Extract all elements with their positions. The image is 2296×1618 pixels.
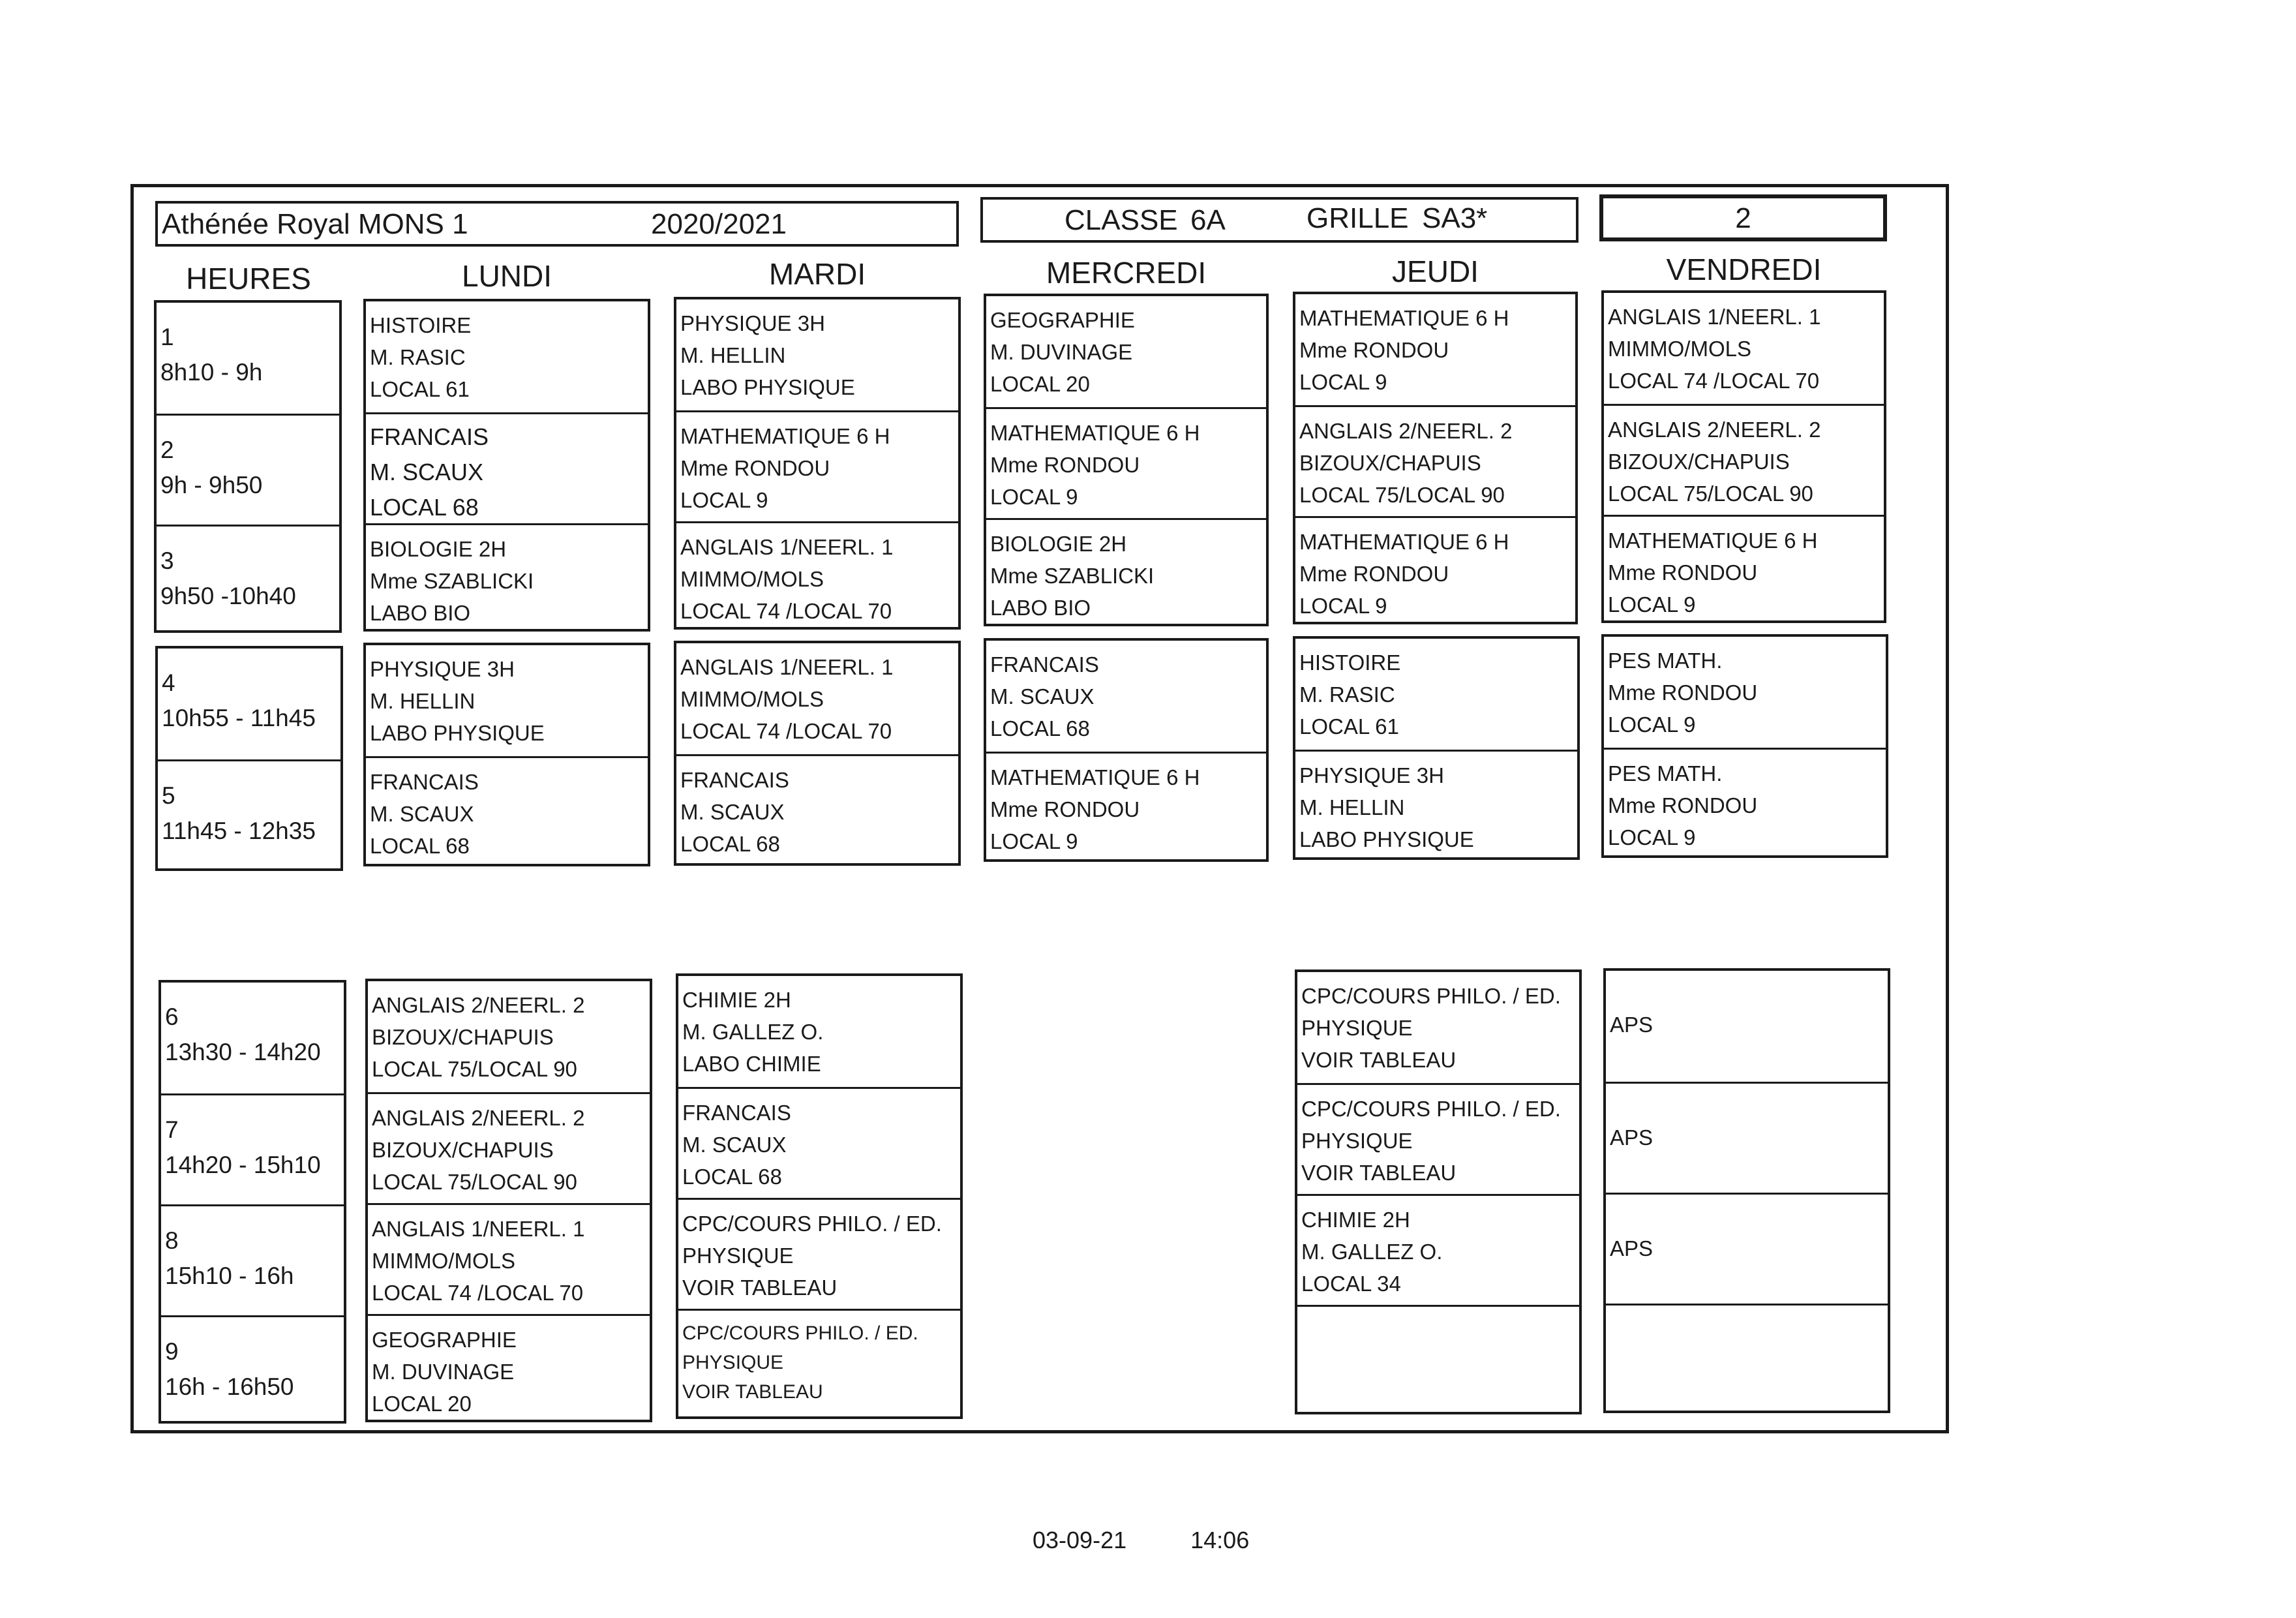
vendredi-morning-2 — [1601, 634, 1888, 858]
lesson-teacher: MIMMO/MOLS — [372, 1249, 515, 1273]
hour-cell — [161, 1204, 344, 1315]
hours-group-3 — [159, 980, 346, 1424]
mardi-morning-2 — [674, 641, 961, 866]
lesson-room: LOCAL 9 — [990, 829, 1078, 853]
hour-cell — [157, 303, 339, 414]
lesson-subject: FRANCAIS — [370, 770, 479, 794]
lesson-teacher: M. HELLIN — [370, 689, 476, 713]
lesson-teacher: Mme RONDOU — [1299, 562, 1449, 586]
lesson-subject: CHIMIE 2H — [682, 988, 791, 1012]
lesson-cell — [986, 641, 1266, 752]
lesson-room: LOCAL 9 — [1299, 594, 1387, 618]
column-mercredi: MERCREDI — [1046, 256, 1207, 290]
lesson-room: LOCAL 9 — [1608, 592, 1696, 617]
lesson-teacher: Mme RONDOU — [1299, 338, 1449, 362]
lesson-cell — [1295, 750, 1577, 861]
lesson-subject: APS — [1610, 1236, 1654, 1260]
lesson-cell — [676, 299, 958, 410]
lesson-subject: MATHEMATIQUE 6 H — [1608, 528, 1818, 553]
lesson-cell — [1297, 1083, 1579, 1194]
lesson-subject: FRANCAIS — [682, 1101, 791, 1125]
lesson-cell — [366, 301, 648, 412]
lesson-room: LOCAL 9 — [1608, 712, 1696, 737]
hour-time: 14h20 - 15h10 — [165, 1152, 321, 1178]
lesson-teacher: M. HELLIN — [1299, 795, 1405, 819]
lesson-subject: CHIMIE 2H — [1301, 1208, 1410, 1232]
lesson-teacher: M. GALLEZ O. — [1301, 1240, 1443, 1264]
lesson-cell — [678, 1087, 960, 1198]
hours-group-1 — [154, 300, 342, 633]
lesson-subject: ANGLAIS 1/NEERL. 1 — [1608, 305, 1821, 329]
lesson-cell — [1604, 404, 1884, 515]
lesson-room: LOCAL 74 /LOCAL 70 — [1608, 369, 1820, 393]
lesson-subject: MATHEMATIQUE 6 H — [1299, 306, 1509, 330]
footer — [1033, 1527, 1249, 1554]
hour-time: 10h55 - 11h45 — [162, 705, 316, 731]
lesson-subject: PHYSIQUE 3H — [370, 657, 515, 681]
lesson-room: LOCAL 20 — [990, 372, 1090, 396]
lesson-cell — [368, 1203, 650, 1314]
lesson-subject: PHYSIQUE 3H — [680, 311, 825, 335]
lesson-teacher: M. SCAUX — [370, 459, 484, 485]
footer-time: 14:06 — [1190, 1527, 1250, 1553]
footer-date: 03-09-21 — [1033, 1527, 1127, 1553]
lesson-room: LOCAL 74 /LOCAL 70 — [372, 1281, 584, 1305]
lesson-subject: HISTOIRE — [1299, 650, 1401, 675]
column-mardi: MARDI — [768, 257, 866, 291]
lesson-cell — [1295, 516, 1575, 627]
lesson-room: LABO BIO — [370, 601, 471, 625]
lesson-subject: FRANCAIS — [370, 423, 489, 450]
lesson-room: VOIR TABLEAU — [1301, 1161, 1457, 1185]
lesson-subject: PES MATH. — [1608, 649, 1723, 673]
hour-cell — [158, 759, 340, 870]
lesson-cell — [986, 518, 1266, 629]
lesson-room: LOCAL 61 — [370, 377, 470, 401]
hour-time: 11h45 - 12h35 — [162, 817, 316, 844]
lesson-teacher: M. HELLIN — [680, 343, 786, 367]
lesson-room: LOCAL 9 — [680, 488, 768, 512]
lesson-teacher: MIMMO/MOLS — [680, 567, 824, 591]
lesson-subject: APS — [1610, 1013, 1654, 1037]
lesson-subject: BIOLOGIE 2H — [370, 537, 507, 561]
lesson-subject: ANGLAIS 2/NEERL. 2 — [1299, 419, 1513, 443]
lesson-cell — [366, 645, 648, 756]
lesson-room: LOCAL 9 — [990, 485, 1078, 509]
hour-cell — [161, 983, 344, 1093]
lesson-cell — [1604, 293, 1884, 404]
sheet-number: 2 — [1735, 202, 1751, 234]
hour-time: 9h50 -10h40 — [160, 583, 296, 609]
lesson-room: LOCAL 68 — [680, 832, 780, 856]
lesson-cell — [1295, 405, 1575, 516]
lesson-cell — [1606, 1193, 1888, 1304]
hour-time: 15h10 - 16h — [165, 1262, 294, 1289]
hour-cell — [161, 1093, 344, 1204]
hour-number: 3 — [160, 547, 174, 574]
lesson-room: LOCAL 61 — [1299, 714, 1399, 739]
hour-number: 4 — [162, 669, 175, 696]
lesson-room: LOCAL 74 /LOCAL 70 — [680, 599, 892, 623]
lesson-teacher: M. DUVINAGE — [372, 1360, 515, 1384]
hour-number: 1 — [160, 324, 174, 350]
lesson-teacher: BIZOUX/CHAPUIS — [372, 1025, 554, 1049]
lesson-cell — [366, 756, 648, 867]
lundi-morning-2 — [363, 643, 650, 866]
lesson-room: LOCAL 34 — [1301, 1272, 1401, 1296]
lesson-subject: CPC/COURS PHILO. / ED. — [1301, 1097, 1561, 1121]
hour-number: 2 — [160, 436, 174, 463]
school-year: 2020/2021 — [651, 208, 787, 240]
lesson-cell — [676, 754, 958, 865]
lesson-room: LABO PHYSIQUE — [680, 375, 855, 399]
column-jeudi: JEUDI — [1392, 254, 1479, 288]
grille-label: GRILLE — [1307, 202, 1409, 234]
lesson-teacher: M. SCAUX — [990, 684, 1095, 709]
lesson-cell — [366, 412, 648, 523]
lesson-subject: PHYSIQUE 3H — [1299, 763, 1444, 787]
lesson-cell-empty — [1606, 1304, 1888, 1416]
lesson-subject: ANGLAIS 1/NEERL. 1 — [680, 655, 894, 679]
lesson-room: LOCAL 20 — [372, 1392, 472, 1416]
classe-value: 6A — [1190, 204, 1226, 236]
lesson-teacher: Mme RONDOU — [1608, 793, 1758, 817]
school-name: Athénée Royal MONS 1 — [162, 208, 468, 240]
lesson-room: LOCAL 75/LOCAL 90 — [1299, 483, 1505, 507]
jeudi-morning-1 — [1293, 292, 1578, 624]
lesson-room: LABO PHYSIQUE — [370, 721, 545, 745]
lesson-subject: MATHEMATIQUE 6 H — [680, 424, 890, 448]
hour-time: 16h - 16h50 — [165, 1373, 294, 1400]
hour-time: 13h30 - 14h20 — [165, 1039, 321, 1065]
lesson-subject: FRANCAIS — [990, 652, 1099, 677]
lesson-teacher: M. SCAUX — [370, 802, 474, 826]
lesson-room: LOCAL 9 — [1608, 825, 1696, 849]
lesson-room: LOCAL 9 — [1299, 370, 1387, 394]
lesson-subject: BIOLOGIE 2H — [990, 532, 1127, 556]
lesson-teacher: MIMMO/MOLS — [1608, 337, 1751, 361]
lesson-cell — [678, 976, 960, 1087]
lesson-room: VOIR TABLEAU — [1301, 1048, 1457, 1072]
lesson-room: LABO PHYSIQUE — [1299, 827, 1474, 851]
jeudi-afternoon — [1295, 969, 1582, 1414]
lesson-cell — [368, 1092, 650, 1203]
lesson-cell — [676, 410, 958, 521]
lesson-subject: ANGLAIS 1/NEERL. 1 — [372, 1217, 585, 1241]
lesson-room: LOCAL 75/LOCAL 90 — [372, 1057, 577, 1081]
lesson-room: LOCAL 75/LOCAL 90 — [1608, 481, 1813, 506]
lesson-teacher: PHYSIQUE — [682, 1352, 784, 1373]
column-vendredi: VENDREDI — [1666, 252, 1822, 286]
column-lundi: LUNDI — [461, 259, 552, 293]
lesson-room: LABO CHIMIE — [682, 1052, 821, 1076]
lesson-subject: ANGLAIS 2/NEERL. 2 — [372, 993, 585, 1017]
lesson-teacher: Mme SZABLICKI — [370, 569, 534, 593]
hour-cell — [157, 414, 339, 525]
hour-cell — [157, 525, 339, 635]
lesson-cell — [1295, 294, 1575, 405]
lesson-teacher: M. SCAUX — [680, 800, 785, 824]
lesson-cell — [678, 1198, 960, 1309]
lesson-subject: GEOGRAPHIE — [990, 308, 1135, 332]
hours-group-2 — [155, 646, 343, 871]
column-heures: HEURES — [186, 262, 311, 296]
lesson-subject: GEOGRAPHIE — [372, 1328, 517, 1352]
lesson-cell — [1297, 1194, 1579, 1305]
lesson-subject: CPC/COURS PHILO. / ED. — [1301, 984, 1561, 1008]
hour-number: 8 — [165, 1227, 179, 1254]
lesson-teacher: Mme RONDOU — [1608, 680, 1758, 705]
lesson-subject: FRANCAIS — [680, 768, 789, 792]
lesson-cell-empty — [1297, 1305, 1579, 1417]
lesson-subject: HISTOIRE — [370, 313, 472, 337]
hour-time: 9h - 9h50 — [160, 472, 263, 498]
lesson-cell — [366, 523, 648, 634]
lesson-cell — [986, 752, 1266, 862]
lesson-subject: CPC/COURS PHILO. / ED. — [682, 1212, 942, 1236]
lesson-subject: ANGLAIS 2/NEERL. 2 — [372, 1106, 585, 1130]
lesson-subject: PES MATH. — [1608, 761, 1723, 786]
lesson-teacher: PHYSIQUE — [1301, 1129, 1413, 1153]
lesson-subject: MATHEMATIQUE 6 H — [990, 765, 1200, 789]
lesson-teacher: M. GALLEZ O. — [682, 1020, 824, 1044]
lesson-subject: MATHEMATIQUE 6 H — [1299, 530, 1509, 554]
lesson-teacher: Mme RONDOU — [990, 453, 1140, 477]
hour-number: 5 — [162, 782, 175, 809]
lesson-cell — [1604, 515, 1884, 626]
lesson-teacher: PHYSIQUE — [1301, 1016, 1413, 1040]
lesson-room: LOCAL 68 — [370, 494, 479, 521]
hour-number: 7 — [165, 1116, 179, 1143]
lesson-cell — [1604, 748, 1886, 859]
lesson-subject: ANGLAIS 2/NEERL. 2 — [1608, 418, 1821, 442]
lesson-teacher: Mme SZABLICKI — [990, 564, 1155, 588]
lesson-teacher: Mme RONDOU — [680, 456, 830, 480]
lesson-teacher: M. RASIC — [370, 345, 466, 369]
lesson-teacher: M. SCAUX — [682, 1133, 787, 1157]
lesson-cell — [986, 407, 1266, 518]
lesson-room: VOIR TABLEAU — [682, 1381, 823, 1403]
hour-number: 6 — [165, 1003, 179, 1030]
lesson-teacher: BIZOUX/CHAPUIS — [372, 1138, 554, 1162]
lesson-cell — [368, 981, 650, 1092]
mardi-morning-1 — [674, 297, 961, 630]
lesson-room: LABO BIO — [990, 596, 1091, 620]
lesson-subject: APS — [1610, 1125, 1654, 1150]
lesson-cell — [678, 1309, 960, 1422]
lesson-room: LOCAL 68 — [990, 716, 1090, 740]
lesson-room: LOCAL 75/LOCAL 90 — [372, 1170, 577, 1194]
grille-value: SA3* — [1422, 202, 1488, 234]
mercredi-morning-1 — [984, 294, 1269, 626]
lesson-teacher: MIMMO/MOLS — [680, 687, 824, 711]
lesson-subject: CPC/COURS PHILO. / ED. — [682, 1322, 918, 1344]
lesson-cell — [676, 521, 958, 632]
mardi-afternoon — [676, 973, 963, 1419]
lesson-cell — [1604, 637, 1886, 748]
lesson-room: LOCAL 74 /LOCAL 70 — [680, 719, 892, 743]
lesson-teacher: M. DUVINAGE — [990, 340, 1133, 364]
lesson-room: VOIR TABLEAU — [682, 1275, 838, 1300]
lesson-subject: ANGLAIS 1/NEERL. 1 — [680, 535, 894, 559]
jeudi-morning-2 — [1293, 636, 1580, 860]
lesson-room: LOCAL 68 — [370, 834, 470, 858]
lesson-teacher: M. RASIC — [1299, 682, 1395, 707]
lesson-teacher: BIZOUX/CHAPUIS — [1299, 451, 1481, 475]
lesson-subject: MATHEMATIQUE 6 H — [990, 421, 1200, 445]
vendredi-morning-1 — [1601, 290, 1886, 623]
vendredi-afternoon — [1603, 968, 1890, 1413]
lesson-cell — [1295, 639, 1577, 750]
lesson-cell — [676, 643, 958, 754]
lesson-teacher: BIZOUX/CHAPUIS — [1608, 450, 1790, 474]
lesson-cell — [368, 1314, 650, 1425]
hour-cell — [158, 649, 340, 759]
lundi-morning-1 — [363, 299, 650, 632]
hour-number: 9 — [165, 1338, 179, 1365]
lundi-afternoon — [365, 979, 652, 1422]
lesson-room: LOCAL 68 — [682, 1165, 782, 1189]
lesson-teacher: Mme RONDOU — [990, 797, 1140, 821]
lesson-cell — [1606, 971, 1888, 1082]
hour-time: 8h10 - 9h — [160, 359, 263, 386]
lesson-teacher: PHYSIQUE — [682, 1244, 794, 1268]
mercredi-morning-2 — [984, 638, 1269, 862]
lesson-cell — [1297, 972, 1579, 1083]
classe-label: CLASSE — [1065, 204, 1178, 236]
lesson-cell — [986, 296, 1266, 407]
lesson-teacher: Mme RONDOU — [1608, 560, 1758, 585]
lesson-cell — [1606, 1082, 1888, 1193]
hour-cell — [161, 1315, 344, 1426]
